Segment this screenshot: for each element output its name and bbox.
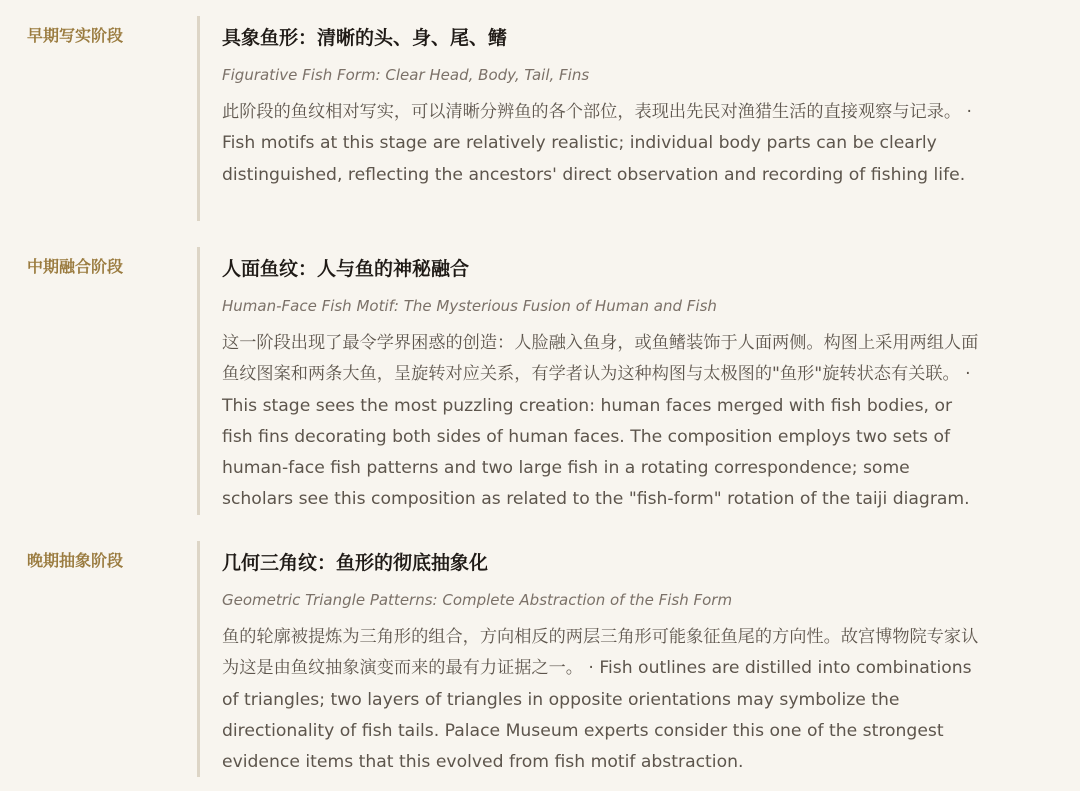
stage-content <box>222 26 982 191</box>
stage-title: 几何三角纹：鱼形的彻底抽象化 <box>222 552 489 574</box>
stage-description: 这一阶段出现了最令学界困惑的创造：人脸融入鱼身，或鱼鳍装饰于人面两侧。构图上采用两组人面鱼纹图案和两条大鱼，呈旋转对应关系，有学者认为这种构图与太极图的"鱼形"旋转状态有关联。 · This stage sees the most puzzling creation: human faces merged with fish bodies, or fish fins decorating both sides of human faces. The composition employs two sets of human-face fish patterns and two large fish in a rotating correspondence; some scholars see this composition as related to the "fish-form" rotation of the taiji diagram. <box>222 333 979 510</box>
stage-subtitle: Figurative Fish Form: Clear Head, Body, Tail, Fins <box>222 66 590 84</box>
stage-subtitle: Human-Face Fish Motif: The Mysterious Fusion of Human and Fish <box>222 297 717 315</box>
stage-description: 此阶段的鱼纹相对写实，可以清晰分辨鱼的各个部位，表现出先民对渔猎生活的直接观察与记录。 · Fish motifs at this stage are relatively realistic; individual body parts can be clearly distinguished, reflecting the ancestors' direct observation and recording of fishing life. <box>222 102 972 185</box>
stage-description: 鱼的轮廓被提炼为三角形的组合，方向相反的两层三角形可能象征鱼尾的方向性。故宫博物院专家认为这是由鱼纹抽象演变而来的最有力证据之一。 · Fish outlines are distilled into combinations of triangles; two layers of triangles in opposite orientations may symbolize the directionality of fish tails. Palace Museum experts consider this one of the strongest evidence items that this evolved from fish motif abstraction. <box>222 627 979 773</box>
stage-title: 具象鱼形：清晰的头、身、尾、鳍 <box>222 27 508 49</box>
stage-content <box>222 257 982 516</box>
timeline-divider <box>197 541 200 777</box>
stage-subtitle: Geometric Triangle Patterns: Complete Abstraction of the Fish Form <box>222 591 733 609</box>
stage-title: 人面鱼纹：人与鱼的神秘融合 <box>222 258 470 280</box>
stage-content <box>222 551 982 778</box>
stage-label: 中期融合阶段 <box>27 257 124 276</box>
timeline-divider <box>197 16 200 221</box>
stage-label: 晚期抽象阶段 <box>27 551 124 570</box>
stage-label: 早期写实阶段 <box>27 26 124 45</box>
timeline-divider <box>197 247 200 515</box>
